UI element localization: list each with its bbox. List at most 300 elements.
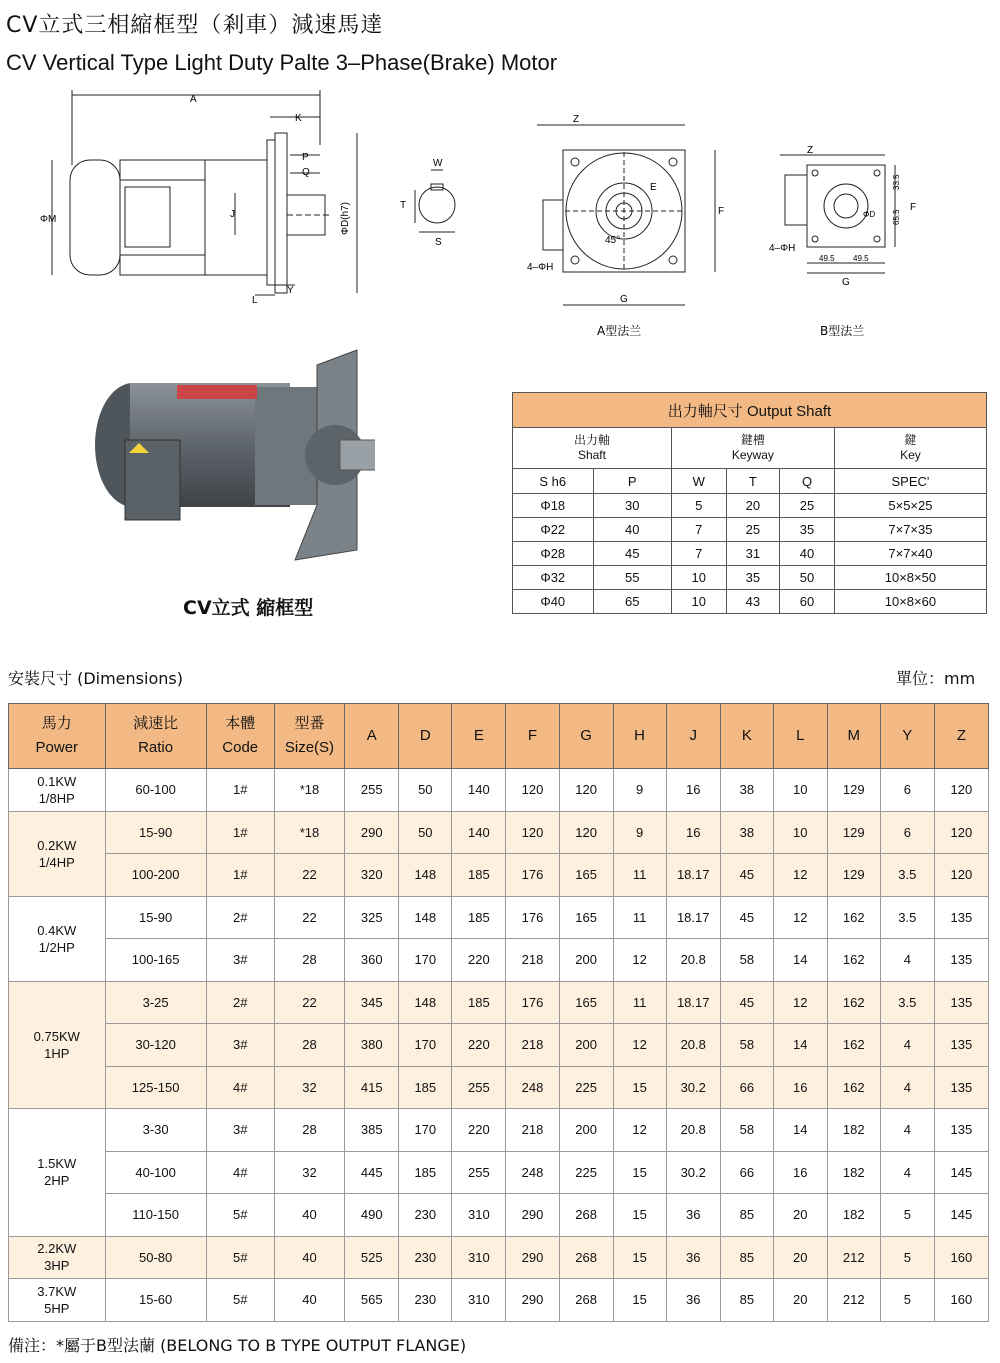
table-cell: 170 (399, 1109, 452, 1152)
table-cell: 58 (720, 1024, 773, 1067)
table-cell: 5# (206, 1279, 274, 1322)
dim-col-header: J (666, 704, 720, 769)
flange-a-drawing (525, 110, 735, 345)
table-row (9, 1151, 989, 1194)
table-cell: 165 (559, 896, 613, 939)
table-cell: 45 (593, 542, 671, 566)
table-cell: 170 (399, 939, 452, 982)
table-cell: 5 (880, 1279, 934, 1322)
dim-label-w: W (433, 158, 443, 169)
table-cell: 310 (452, 1194, 506, 1237)
table-cell: 218 (506, 1024, 559, 1067)
table-cell: 100-200 (105, 854, 206, 897)
table-cell: 1# (206, 769, 274, 812)
table-cell: 162 (827, 1024, 880, 1067)
table-cell: 230 (399, 1236, 452, 1279)
table-cell: 22 (274, 981, 344, 1024)
table-cell: 220 (452, 1024, 506, 1067)
table-cell: Φ32 (513, 566, 594, 590)
table-cell: 3-30 (105, 1109, 206, 1152)
table-cell: 43 (726, 590, 780, 614)
table-cell: 140 (452, 811, 506, 854)
table-cell: 3# (206, 1024, 274, 1067)
table-cell: 148 (399, 854, 452, 897)
table-cell: 135 (934, 896, 988, 939)
table-cell: 2# (206, 981, 274, 1024)
table-cell: 162 (827, 1066, 880, 1109)
shaft-col-header: SPEC' (834, 469, 986, 494)
table-cell: 40 (593, 518, 671, 542)
table-row (9, 981, 989, 1024)
table-row (9, 896, 989, 939)
table-cell: 182 (827, 1194, 880, 1237)
table-cell: 12 (613, 939, 666, 982)
table-row (513, 542, 987, 566)
dim-label-phi-d: ΦD(h7) (340, 202, 351, 235)
table-row (9, 854, 989, 897)
table-cell: 290 (506, 1279, 559, 1322)
dim-label-65-5: 65.5 (892, 209, 901, 225)
dim-col-header: H (613, 704, 666, 769)
table-cell: 4# (206, 1066, 274, 1109)
dim-label-holes: 4–ΦH (527, 262, 554, 273)
dim-label-j: J (230, 209, 235, 220)
table-row (9, 1279, 989, 1322)
dimensions-table (8, 703, 989, 1322)
table-cell: 200 (559, 939, 613, 982)
table-cell: 40-100 (105, 1151, 206, 1194)
table-cell: 135 (934, 939, 988, 982)
table-cell: 14 (773, 939, 827, 982)
table-cell: 85 (720, 1194, 773, 1237)
table-cell: 55 (593, 566, 671, 590)
table-cell: 25 (780, 494, 835, 518)
dim-col-header: D (399, 704, 452, 769)
table-cell: 220 (452, 1109, 506, 1152)
table-cell: 15 (613, 1194, 666, 1237)
table-cell: 4 (880, 1151, 934, 1194)
table-row (9, 1024, 989, 1067)
table-cell: 7×7×40 (834, 542, 986, 566)
table-cell: 129 (827, 769, 880, 812)
table-cell: 290 (345, 811, 399, 854)
table-cell: 129 (827, 811, 880, 854)
table-cell: 18.17 (666, 981, 720, 1024)
dim-label-49-5-b: 49.5 (853, 254, 869, 263)
table-cell: 36 (666, 1194, 720, 1237)
table-cell: 176 (506, 854, 559, 897)
table-cell: 170 (399, 1024, 452, 1067)
table-cell: 310 (452, 1236, 506, 1279)
table-cell: 3.5 (880, 896, 934, 939)
table-cell: 310 (452, 1279, 506, 1322)
table-cell: 120 (934, 769, 988, 812)
table-cell: 15 (613, 1066, 666, 1109)
table-cell: 15 (613, 1279, 666, 1322)
table-cell: 60-100 (105, 769, 206, 812)
table-cell: 110-150 (105, 1194, 206, 1237)
table-cell: 3# (206, 1109, 274, 1152)
table-cell: 165 (559, 981, 613, 1024)
dim-label-k: K (295, 113, 302, 124)
table-cell: 45 (720, 896, 773, 939)
table-cell: 3.5 (880, 981, 934, 1024)
power-cell: 0.75KW 1HP (9, 981, 106, 1109)
page-title-cn: CV立式三相縮框型（剎車）減速馬達 (6, 13, 384, 38)
shaft-table-title: 出力軸尺寸 Output Shaft (513, 393, 987, 428)
keyway-group-header: 鍵槽 Keyway (671, 428, 834, 469)
table-cell: 185 (452, 981, 506, 1024)
table-cell: 5# (206, 1194, 274, 1237)
table-cell: 40 (274, 1194, 344, 1237)
table-cell: 182 (827, 1151, 880, 1194)
table-cell: 35 (780, 518, 835, 542)
table-cell: 16 (666, 811, 720, 854)
table-cell: Φ18 (513, 494, 594, 518)
table-cell: 10 (671, 590, 726, 614)
table-cell: 345 (345, 981, 399, 1024)
power-cell: 0.2KW 1/4HP (9, 811, 106, 896)
table-cell: 248 (506, 1151, 559, 1194)
dim-label-z-b: Z (807, 145, 814, 156)
power-cell: 0.1KW 1/8HP (9, 769, 106, 812)
table-cell: 20 (773, 1236, 827, 1279)
table-cell: 6 (880, 769, 934, 812)
dim-col-header: L (773, 704, 827, 769)
dim-label-s: S (435, 237, 442, 248)
table-cell: Φ28 (513, 542, 594, 566)
table-cell: 12 (773, 854, 827, 897)
dim-col-header: A (345, 704, 399, 769)
table-cell: 4 (880, 1066, 934, 1109)
table-cell: 3-25 (105, 981, 206, 1024)
table-cell: 38 (720, 769, 773, 812)
dim-label-z: Z (573, 114, 580, 125)
table-cell: 20 (773, 1194, 827, 1237)
table-cell: 58 (720, 1109, 773, 1152)
table-cell: 12 (773, 981, 827, 1024)
dim-col-header: F (506, 704, 559, 769)
table-cell: 162 (827, 939, 880, 982)
table-cell: 135 (934, 981, 988, 1024)
page-title-en: CV Vertical Type Light Duty Palte 3–Phase(Brake) Motor (6, 50, 558, 75)
table-cell: 35 (726, 566, 780, 590)
table-cell: 38 (720, 811, 773, 854)
table-cell: 4# (206, 1151, 274, 1194)
table-cell: 148 (399, 896, 452, 939)
table-cell: 45 (720, 854, 773, 897)
table-cell: 22 (274, 854, 344, 897)
table-cell: 14 (773, 1109, 827, 1152)
table-cell: 10 (773, 769, 827, 812)
shaft-col-header: T (726, 469, 780, 494)
table-cell: 290 (506, 1194, 559, 1237)
table-cell: 268 (559, 1236, 613, 1279)
table-cell: 30.2 (666, 1151, 720, 1194)
table-cell: 28 (274, 939, 344, 982)
unit-label: 單位：mm (896, 669, 976, 688)
table-cell: 4 (880, 939, 934, 982)
table-cell: 30-120 (105, 1024, 206, 1067)
table-cell: 14 (773, 1024, 827, 1067)
table-cell: 25 (726, 518, 780, 542)
table-cell: 12 (773, 896, 827, 939)
shaft-col-header: Q (780, 469, 835, 494)
dim-col-header: K (720, 704, 773, 769)
shaft-group-header: 出力軸 Shaft (513, 428, 672, 469)
table-cell: 40 (274, 1279, 344, 1322)
table-cell: 16 (773, 1066, 827, 1109)
footnote: 備注：*屬于B型法蘭 (BELONG TO B TYPE OUTPUT FLANGE) (8, 1336, 467, 1355)
table-cell: 220 (452, 939, 506, 982)
table-cell: 32 (274, 1066, 344, 1109)
table-cell: Φ40 (513, 590, 594, 614)
table-cell: 525 (345, 1236, 399, 1279)
table-cell: 160 (934, 1236, 988, 1279)
table-cell: 50-80 (105, 1236, 206, 1279)
table-cell: 30 (593, 494, 671, 518)
table-cell: 3# (206, 939, 274, 982)
table-cell: 125-150 (105, 1066, 206, 1109)
table-cell: 60 (780, 590, 835, 614)
table-cell: 145 (934, 1151, 988, 1194)
table-cell: 120 (506, 811, 559, 854)
table-cell: 325 (345, 896, 399, 939)
table-cell: 185 (399, 1066, 452, 1109)
dim-col-header: 型番 Size(S) (274, 704, 344, 769)
table-cell: 1# (206, 811, 274, 854)
table-cell: 268 (559, 1279, 613, 1322)
table-cell: 15 (613, 1236, 666, 1279)
table-cell: 120 (559, 769, 613, 812)
dim-col-header: E (452, 704, 506, 769)
shaft-key-section-drawing (395, 150, 465, 250)
table-cell: 18.17 (666, 896, 720, 939)
table-cell: 31 (726, 542, 780, 566)
motor-side-view-drawing (30, 85, 380, 315)
motor-photo (85, 345, 375, 565)
power-cell: 1.5KW 2HP (9, 1109, 106, 1237)
table-cell: *18 (274, 769, 344, 812)
table-cell: 490 (345, 1194, 399, 1237)
table-cell: 120 (934, 811, 988, 854)
table-cell: 10 (671, 566, 726, 590)
table-cell: 15-90 (105, 896, 206, 939)
table-cell: 1# (206, 854, 274, 897)
table-cell: 20.8 (666, 1024, 720, 1067)
table-cell: 66 (720, 1066, 773, 1109)
dim-label-e: E (650, 182, 657, 193)
table-cell: 10×8×50 (834, 566, 986, 590)
dim-label-a: A (190, 94, 197, 105)
dim-label-45: 45° (605, 235, 621, 246)
dim-label-holes-b: 4–ΦH (769, 243, 796, 254)
table-cell: 5×5×25 (834, 494, 986, 518)
dim-col-header: 馬力 Power (9, 704, 106, 769)
table-cell: 5 (880, 1194, 934, 1237)
table-cell: 185 (399, 1151, 452, 1194)
table-cell: 212 (827, 1236, 880, 1279)
dim-label-y: Y (287, 285, 294, 296)
table-cell: 200 (559, 1024, 613, 1067)
table-cell: 255 (345, 769, 399, 812)
table-cell: 11 (613, 896, 666, 939)
flange-b-drawing (765, 145, 935, 345)
table-cell: 12 (613, 1109, 666, 1152)
table-cell: 30.2 (666, 1066, 720, 1109)
table-cell: 218 (506, 939, 559, 982)
table-cell: 15 (613, 1151, 666, 1194)
table-row (9, 769, 989, 812)
dimensions-label: 安裝尺寸 (Dimensions) (8, 669, 183, 688)
table-cell: 2# (206, 896, 274, 939)
table-row (9, 1066, 989, 1109)
dim-label-t: T (400, 200, 407, 211)
dim-label-phi-d-b: ΦD (863, 210, 876, 219)
table-cell: 182 (827, 1109, 880, 1152)
table-cell: 28 (274, 1024, 344, 1067)
table-cell: 10×8×60 (834, 590, 986, 614)
table-cell: 4 (880, 1109, 934, 1152)
table-cell: 4 (880, 1024, 934, 1067)
table-cell: 200 (559, 1109, 613, 1152)
table-cell: 6 (880, 811, 934, 854)
table-cell: 148 (399, 981, 452, 1024)
table-cell: 255 (452, 1151, 506, 1194)
dim-label-33-5: 33.5 (892, 174, 901, 190)
dim-label-p: P (302, 152, 309, 163)
table-cell: 65 (593, 590, 671, 614)
table-cell: 185 (452, 896, 506, 939)
table-cell: 40 (274, 1236, 344, 1279)
table-row (9, 1109, 989, 1152)
table-row (513, 590, 987, 614)
table-cell: 85 (720, 1236, 773, 1279)
table-cell: 290 (506, 1236, 559, 1279)
dim-col-header: Y (880, 704, 934, 769)
shaft-col-header: P (593, 469, 671, 494)
table-row (9, 811, 989, 854)
table-cell: 120 (934, 854, 988, 897)
table-row (9, 1236, 989, 1279)
table-row (513, 566, 987, 590)
table-cell: 100-165 (105, 939, 206, 982)
power-cell: 3.7KW 5HP (9, 1279, 106, 1322)
table-cell: 160 (934, 1279, 988, 1322)
table-cell: 129 (827, 854, 880, 897)
key-group-header: 鍵 Key (834, 428, 986, 469)
table-cell: 185 (452, 854, 506, 897)
table-cell: 5 (880, 1236, 934, 1279)
power-cell: 0.4KW 1/2HP (9, 896, 106, 981)
table-cell: 230 (399, 1279, 452, 1322)
shaft-col-header: W (671, 469, 726, 494)
table-cell: 85 (720, 1279, 773, 1322)
dim-label-l: L (252, 295, 258, 306)
table-cell: 16 (773, 1151, 827, 1194)
table-cell: 3.5 (880, 854, 934, 897)
table-cell: 7 (671, 518, 726, 542)
table-cell: 176 (506, 896, 559, 939)
dim-label-f-b: F (910, 202, 917, 213)
dim-label-g: G (620, 294, 628, 305)
table-cell: 320 (345, 854, 399, 897)
table-cell: 445 (345, 1151, 399, 1194)
table-cell: 415 (345, 1066, 399, 1109)
table-cell: 50 (780, 566, 835, 590)
table-cell: 360 (345, 939, 399, 982)
table-cell: 16 (666, 769, 720, 812)
table-cell: 225 (559, 1066, 613, 1109)
table-cell: 120 (559, 811, 613, 854)
table-cell: 212 (827, 1279, 880, 1322)
table-cell: 36 (666, 1236, 720, 1279)
dim-col-header: M (827, 704, 880, 769)
table-cell: 135 (934, 1066, 988, 1109)
table-cell: 176 (506, 981, 559, 1024)
dim-label-49-5-a: 49.5 (819, 254, 835, 263)
table-row (513, 494, 987, 518)
table-cell: 58 (720, 939, 773, 982)
table-cell: 162 (827, 896, 880, 939)
table-cell: 120 (506, 769, 559, 812)
table-cell: 5 (671, 494, 726, 518)
table-cell: 20.8 (666, 1109, 720, 1152)
table-cell: 565 (345, 1279, 399, 1322)
output-shaft-table (512, 392, 987, 614)
table-cell: 380 (345, 1024, 399, 1067)
table-cell: 9 (613, 811, 666, 854)
table-cell: 28 (274, 1109, 344, 1152)
table-cell: 140 (452, 769, 506, 812)
flange-b-caption: B型法兰 (820, 324, 865, 338)
table-cell: 145 (934, 1194, 988, 1237)
dim-col-header: 減速比 Ratio (105, 704, 206, 769)
dim-label-q: Q (302, 167, 310, 178)
dim-label-f: F (718, 206, 725, 217)
dim-col-header: G (559, 704, 613, 769)
table-cell: 20.8 (666, 939, 720, 982)
table-cell: 7×7×35 (834, 518, 986, 542)
table-cell: 11 (613, 981, 666, 1024)
photo-caption: CV立式 縮框型 (183, 597, 314, 619)
table-cell: 15-60 (105, 1279, 206, 1322)
table-cell: 12 (613, 1024, 666, 1067)
table-cell: 230 (399, 1194, 452, 1237)
table-cell: 225 (559, 1151, 613, 1194)
table-cell: 20 (773, 1279, 827, 1322)
table-cell: Φ22 (513, 518, 594, 542)
table-cell: 22 (274, 896, 344, 939)
dim-col-header: Z (934, 704, 988, 769)
table-cell: 36 (666, 1279, 720, 1322)
table-cell: 10 (773, 811, 827, 854)
table-row (513, 518, 987, 542)
table-row (9, 939, 989, 982)
dim-label-phi-m: ΦM (40, 214, 57, 225)
power-cell: 2.2KW 3HP (9, 1236, 106, 1279)
table-cell: 162 (827, 981, 880, 1024)
table-cell: 50 (399, 769, 452, 812)
table-cell: 5# (206, 1236, 274, 1279)
table-cell: 135 (934, 1024, 988, 1067)
table-cell: 9 (613, 769, 666, 812)
dim-col-header: 本體 Code (206, 704, 274, 769)
table-cell: 50 (399, 811, 452, 854)
table-cell: 7 (671, 542, 726, 566)
table-cell: 18.17 (666, 854, 720, 897)
table-cell: 218 (506, 1109, 559, 1152)
